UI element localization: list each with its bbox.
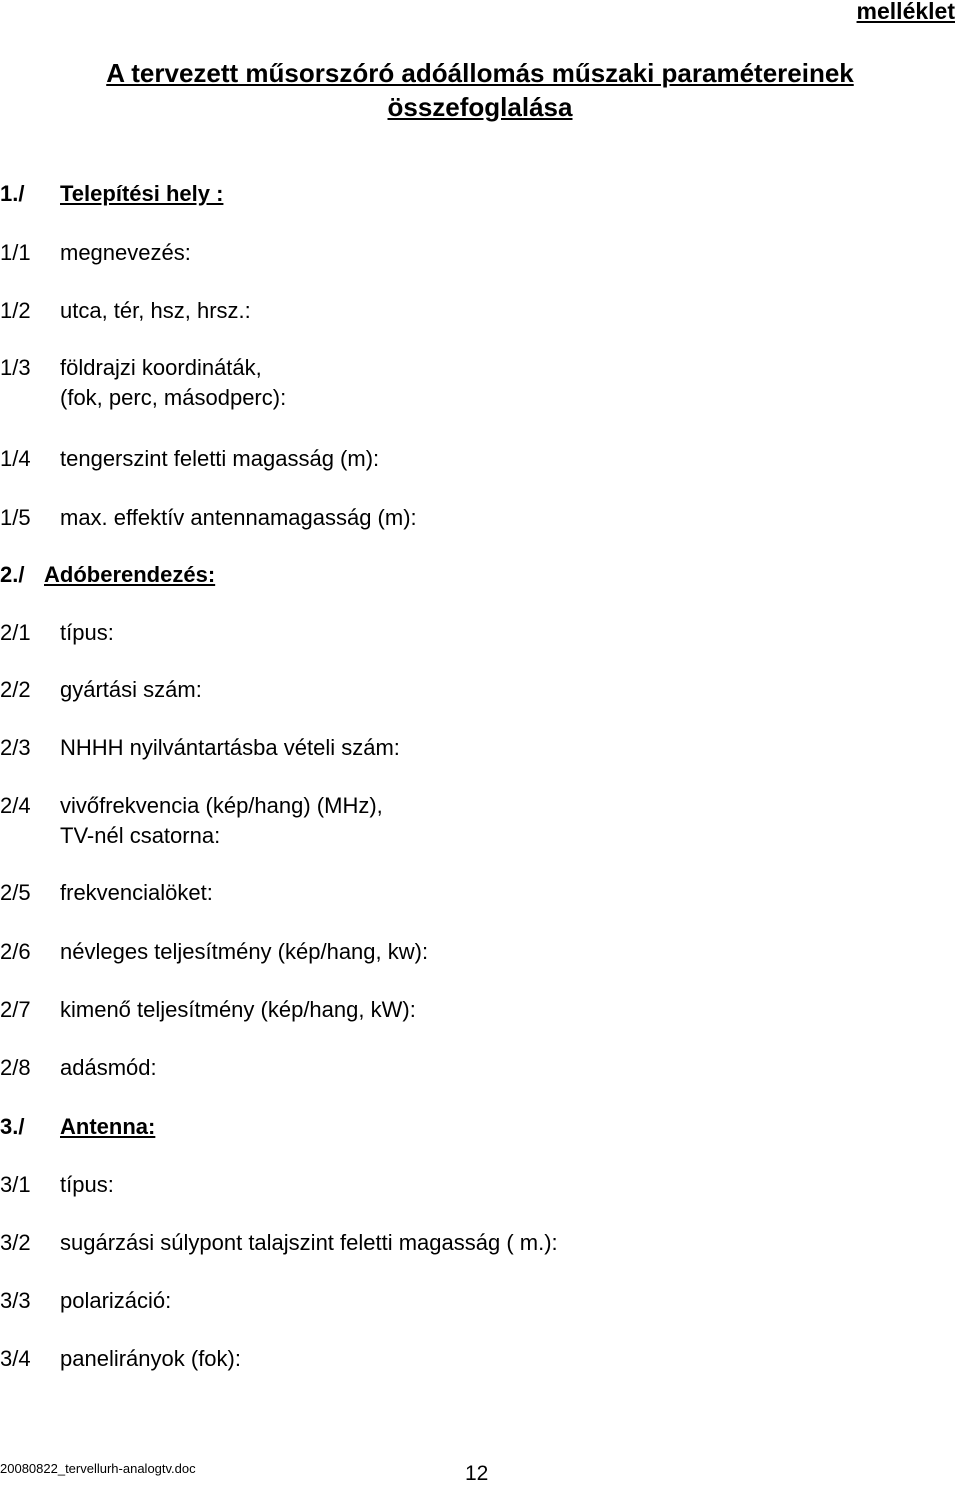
item-number: 2/1 bbox=[0, 620, 31, 645]
item-label: földrajzi koordináták, bbox=[60, 355, 262, 380]
item-number: 2/8 bbox=[0, 1055, 31, 1080]
item-label: vivőfrekvencia (kép/hang) (MHz), bbox=[60, 793, 383, 818]
item-label: megnevezés: bbox=[60, 240, 191, 265]
item-label: sugárzási súlypont talajszint feletti magasság ( m.): bbox=[60, 1230, 558, 1255]
item-number: 2/2 bbox=[0, 677, 31, 702]
item-number: 2/5 bbox=[0, 880, 31, 905]
item-label: típus: bbox=[60, 620, 114, 645]
item-label: polarizáció: bbox=[60, 1288, 172, 1313]
item-number: 2/7 bbox=[0, 997, 31, 1022]
item-label-continued: (fok, perc, másodperc): bbox=[60, 385, 287, 410]
section-1-number: 1./ bbox=[0, 181, 25, 206]
item-number: 3/1 bbox=[0, 1172, 31, 1197]
item-label: adásmód: bbox=[60, 1055, 157, 1080]
item-label: gyártási szám: bbox=[60, 677, 202, 702]
item-label: panelirányok (fok): bbox=[60, 1346, 241, 1371]
item-number: 1/5 bbox=[0, 505, 31, 530]
section-2-number: 2./ bbox=[0, 562, 25, 587]
item-label: NHHH nyilvántartásba vételi szám: bbox=[60, 735, 400, 760]
item-label: névleges teljesítmény (kép/hang, kw): bbox=[60, 939, 429, 964]
section-2-heading: Adóberendezés: bbox=[44, 562, 216, 587]
item-label: kimenő teljesítmény (kép/hang, kW): bbox=[60, 997, 416, 1022]
item-label: frekvencialöket: bbox=[60, 880, 213, 905]
section-3-heading: Antenna: bbox=[60, 1114, 156, 1139]
item-number: 1/4 bbox=[0, 446, 31, 471]
item-number: 3/2 bbox=[0, 1230, 31, 1255]
item-label: max. effektív antennamagasság (m): bbox=[60, 505, 417, 530]
item-label-continued: TV-nél csatorna: bbox=[60, 823, 221, 848]
item-number: 1/2 bbox=[0, 298, 31, 323]
item-label: utca, tér, hsz, hrsz.: bbox=[60, 298, 251, 323]
item-number: 2/4 bbox=[0, 793, 31, 818]
document-title-line1: A tervezett műsorszóró adóállomás műszaki paramétereinek bbox=[106, 58, 854, 88]
footer-filename: 20080822_tervellurh-analogtv.doc bbox=[0, 1461, 196, 1476]
item-number: 1/1 bbox=[0, 240, 31, 265]
item-number: 1/3 bbox=[0, 355, 31, 380]
page-number: 12 bbox=[465, 1462, 489, 1485]
item-number: 2/3 bbox=[0, 735, 31, 760]
item-number: 3/4 bbox=[0, 1346, 31, 1371]
section-1-heading: Telepítési hely : bbox=[60, 181, 224, 206]
item-number: 2/6 bbox=[0, 939, 31, 964]
item-label: típus: bbox=[60, 1172, 114, 1197]
document-title-line2: összefoglalása bbox=[387, 92, 573, 122]
attachment-label: melléklet bbox=[856, 0, 955, 24]
item-label: tengerszint feletti magasság (m): bbox=[60, 446, 380, 471]
section-3-number: 3./ bbox=[0, 1114, 25, 1139]
item-number: 3/3 bbox=[0, 1288, 31, 1313]
